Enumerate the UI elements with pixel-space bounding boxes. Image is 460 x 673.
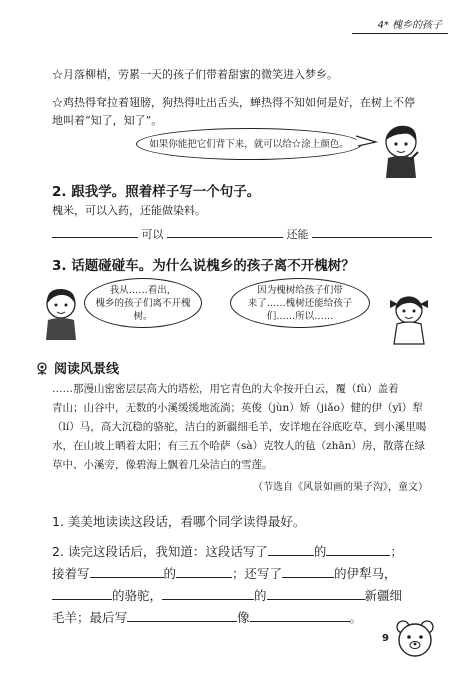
speech-bubble-answer-2 [230,278,370,328]
chapter-header [352,14,448,36]
page-number: 9 [382,633,389,644]
q2-blank-1[interactable] [52,226,138,238]
speech-bubble-recite [136,128,362,160]
bubble2-line-3: 树。 [133,310,153,322]
reading-section-title [34,358,119,377]
ex2-blank-9[interactable] [127,610,237,622]
bubble-recite-text: 如果你能把它们背下来，就可以给☆涂上颜色。 [149,138,349,150]
ex2-blank-6[interactable] [52,588,112,600]
ex2-blank-1[interactable] [268,544,314,556]
ex2-text-g: 的伊犁马， [334,566,397,581]
exercise-2-line-4 [52,608,448,626]
chapter-title: 4* 槐乡的孩子 [377,20,442,31]
ex2-text-f: ；还写了 [232,566,283,581]
flower-icon [34,361,50,375]
ex2-text-j: 新疆细 [364,588,403,603]
passage-line-5: 草中、小溪旁，像碧海上飘着几朵洁白的雪莲。 [52,459,273,471]
q2-blank-3[interactable] [312,226,432,238]
bubble3-line-3: 们……所以…… [266,310,334,322]
ex2-blank-2[interactable] [326,544,390,556]
ex2-blank-4[interactable] [176,566,232,578]
ex2-blank-8[interactable] [267,588,365,600]
ex2-text-k: 毛羊；最后写 [52,610,128,625]
q3-heading: 3. 话题碰碰车。为什么说槐乡的孩子离不开槐树？ [52,258,355,274]
passage-line-4: 水，在山坡上晒着太阳；有三五个哈萨（sà）克牧人的毡（zhān）房，散落在绿 [52,440,425,452]
intro-line-2a: ☆鸡热得耷拉着翅膀，狗热得吐出舌头，蝉热得不知如何是好，在树上不停 [52,96,415,109]
intro-line-2b: 地叫着“知了，知了”。 [52,114,163,127]
ex2-text-l: 像 [237,610,250,625]
q2-example: 槐米，可以入药，还能做染料。 [52,204,206,217]
ex2-text-b: 的 [313,544,327,559]
ex2-text-a: 2. 读完这段话后，我知道：这段话写了 [52,544,268,559]
bubble3-line-1: 因为槐树给孩子们带 [257,284,343,296]
ex2-text-h: 的骆驼， [112,588,163,603]
intro-line-1: ☆月落柳梢，劳累一天的孩子们带着甜蜜的微笑进入梦乡。 [52,68,338,81]
ex2-text-m: 。 [349,610,363,625]
exercise-1: 1. 美美地读读这段话，看哪个同学读得最好。 [52,514,306,529]
bubble2-line-1: 我从……看出， [109,284,177,296]
passage-line-3: （lí）马，高大沉稳的骆驼，洁白的新疆细毛羊，安详地在谷底吃草，到小溪里喝 [52,421,427,433]
speech-bubble-answer-1 [84,278,202,328]
ex2-text-d: 接着写 [52,566,90,581]
exercise-2-line-3 [52,586,448,604]
q2-blank-mid-label: 可以 [141,228,164,241]
passage-line-2: 青山；山谷中，无数的小溪缓缓地流淌；英俊（jùn）矫（jiǎo）健的伊（yī）犁 [52,402,423,414]
girl-with-bows-icon [386,290,432,346]
ex2-blank-5[interactable] [282,566,334,578]
ex2-blank-3[interactable] [90,566,164,578]
boy-character-icon [376,122,426,180]
ex2-blank-7[interactable] [162,588,254,600]
ex2-blank-10[interactable] [250,610,350,622]
q2-blank-2[interactable] [167,226,283,238]
bubble-tail [354,134,378,148]
ex2-text-i: 的 [254,588,267,603]
reading-title-text: 阅读风景线 [54,362,120,377]
q2-fill-line [52,226,442,242]
bubble3-line-2: 来了……槐树还能给孩子 [247,297,353,309]
passage-source: （节选自《风景如画的果子沟》，童文） [253,482,428,493]
exercise-2-line-2 [52,564,448,582]
passage-line-1: ……那漫山密密层层高大的塔松，用它青色的大伞按开白云，覆（fù）盖着 [52,383,399,395]
ex2-text-e: 的 [163,566,177,581]
girl-character-icon [40,284,82,342]
bear-mascot-icon [394,618,436,660]
bubble2-line-2: 槐乡的孩子们离不开槐 [95,297,191,309]
q2-heading: 2. 跟我学。照着样子写一个句子。 [52,184,261,200]
exercise-2-line-1 [52,542,448,560]
header-rule [352,33,448,34]
q2-blank-end-label: 还能 [286,228,309,241]
ex2-text-c: ； [390,544,403,559]
